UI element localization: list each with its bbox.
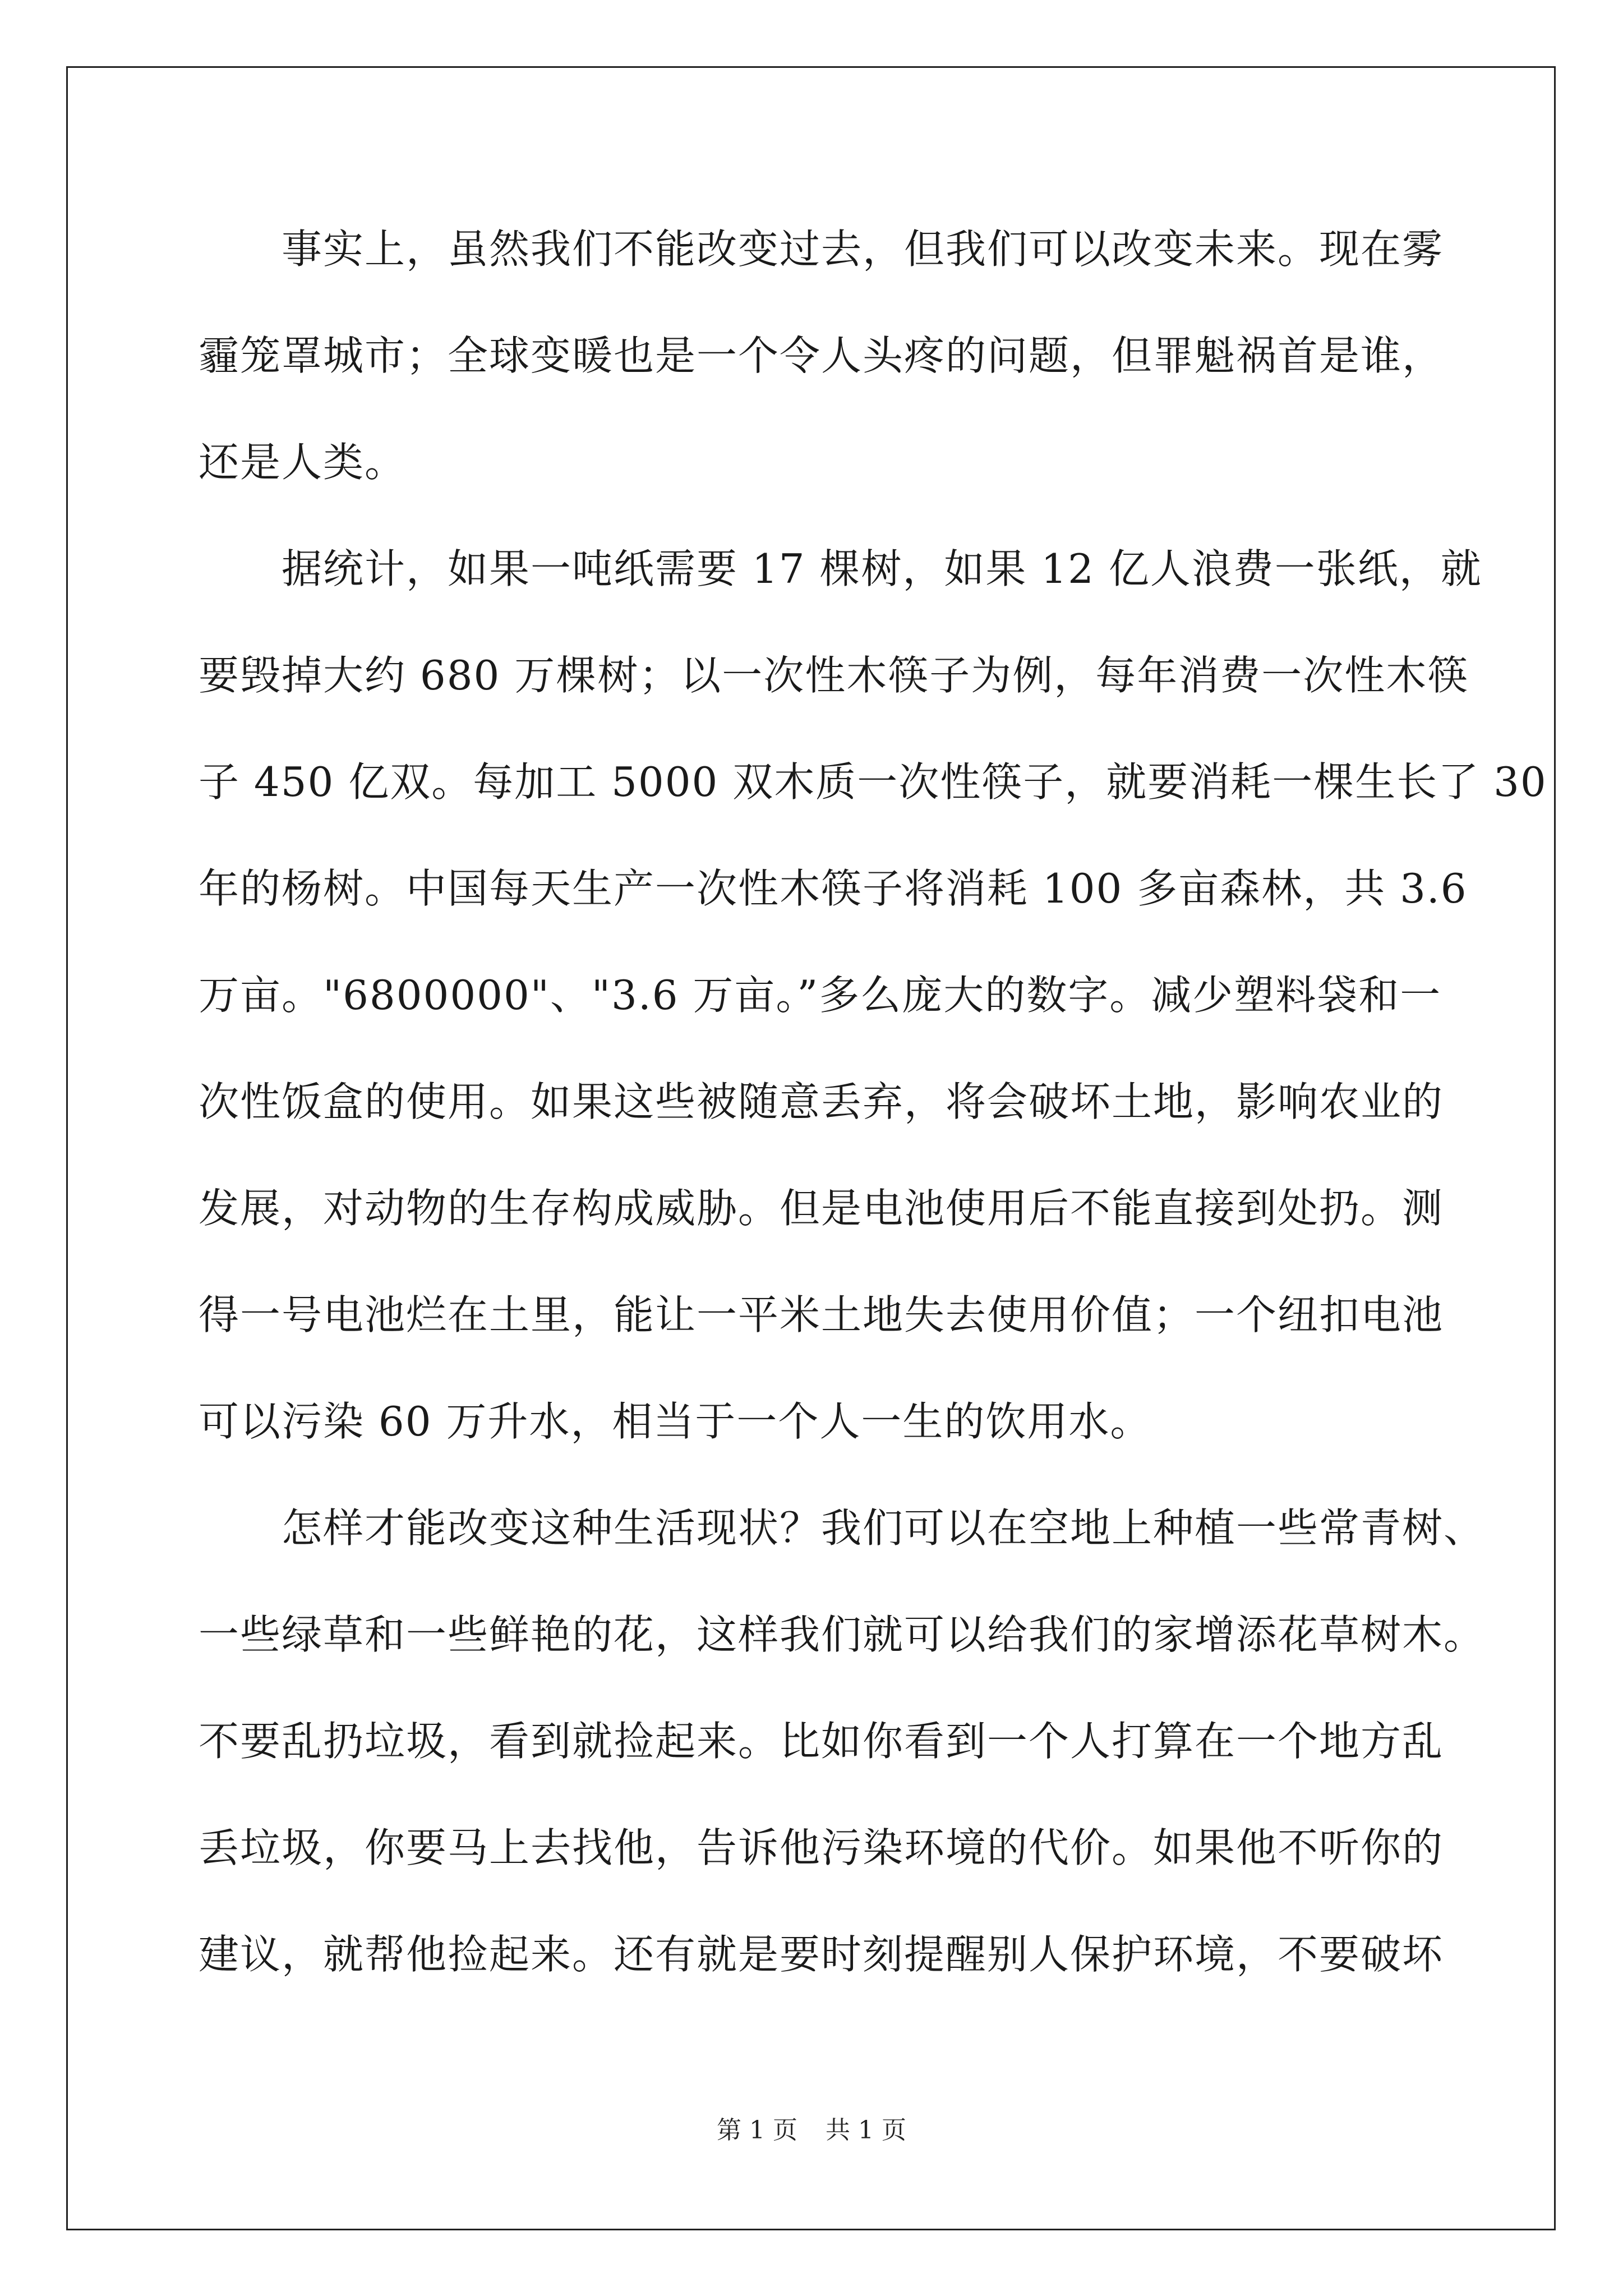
paragraph-1-line-3: 还是人类。 xyxy=(199,439,407,486)
paragraph-3-line-1: 怎样才能改变这种生活现状？我们可以在空地上种植一些常青树、 xyxy=(282,1504,1486,1552)
paragraph-3-line-3: 不要乱扔垃圾，看到就捡起来。比如你看到一个人打算在一个地方乱 xyxy=(199,1718,1444,1765)
paragraph-2-line-9: 可以污染 60 万升水，相当于一个人一生的饮用水。 xyxy=(199,1398,1152,1445)
paragraph-1-line-2: 霾笼罩城市；全球变暖也是一个令人头疼的问题，但罪魁祸首是谁， xyxy=(199,332,1444,379)
page-total: 共 1 页 xyxy=(826,2116,906,2145)
paragraph-1-line-1: 事实上，虽然我们不能改变过去，但我们可以改变未来。现在雾 xyxy=(282,226,1444,273)
paragraph-2-line-3: 子 450 亿双。每加工 5000 双木质一次性筷子，就要消耗一棵生长了 30 xyxy=(199,758,1547,806)
paragraph-3-line-2: 一些绿草和一些鲜艳的花，这样我们就可以给我们的家增添花草树木。 xyxy=(199,1611,1486,1658)
page-footer xyxy=(0,2114,1623,2147)
paragraph-2-line-2: 要毁掉大约 680 万棵树；以一次性木筷子为例，每年消费一次性木筷 xyxy=(199,652,1469,699)
paragraph-3-line-5: 建议，就帮他捡起来。还有就是要时刻提醒别人保护环境，不要破坏 xyxy=(199,1931,1444,1978)
paragraph-2-line-8: 得一号电池烂在土里，能让一平米土地失去使用价值；一个纽扣电池 xyxy=(199,1291,1444,1338)
page-border xyxy=(66,66,1556,2230)
paragraph-2-line-7: 发展，对动物的生存构成威胁。但是电池使用后不能直接到处扔。测 xyxy=(199,1185,1444,1232)
page-number: 第 1 页 xyxy=(717,2116,797,2145)
paragraph-2-line-4: 年的杨树。中国每天生产一次性木筷子将消耗 100 多亩森林，共 3.6 xyxy=(199,865,1468,912)
paragraph-2-line-1: 据统计，如果一吨纸需要 17 棵树，如果 12 亿人浪费一张纸，就 xyxy=(282,545,1482,592)
paragraph-2-line-6: 次性饭盒的使用。如果这些被随意丢弃，将会破坏土地，影响农业的 xyxy=(199,1078,1444,1125)
paragraph-3-line-4: 丢垃圾，你要马上去找他，告诉他污染环境的代价。如果他不听你的 xyxy=(199,1824,1444,1871)
paragraph-2-line-5: 万亩。"6800000"、"3.6 万亩。”多么庞大的数字。减少塑料袋和一 xyxy=(199,972,1442,1019)
